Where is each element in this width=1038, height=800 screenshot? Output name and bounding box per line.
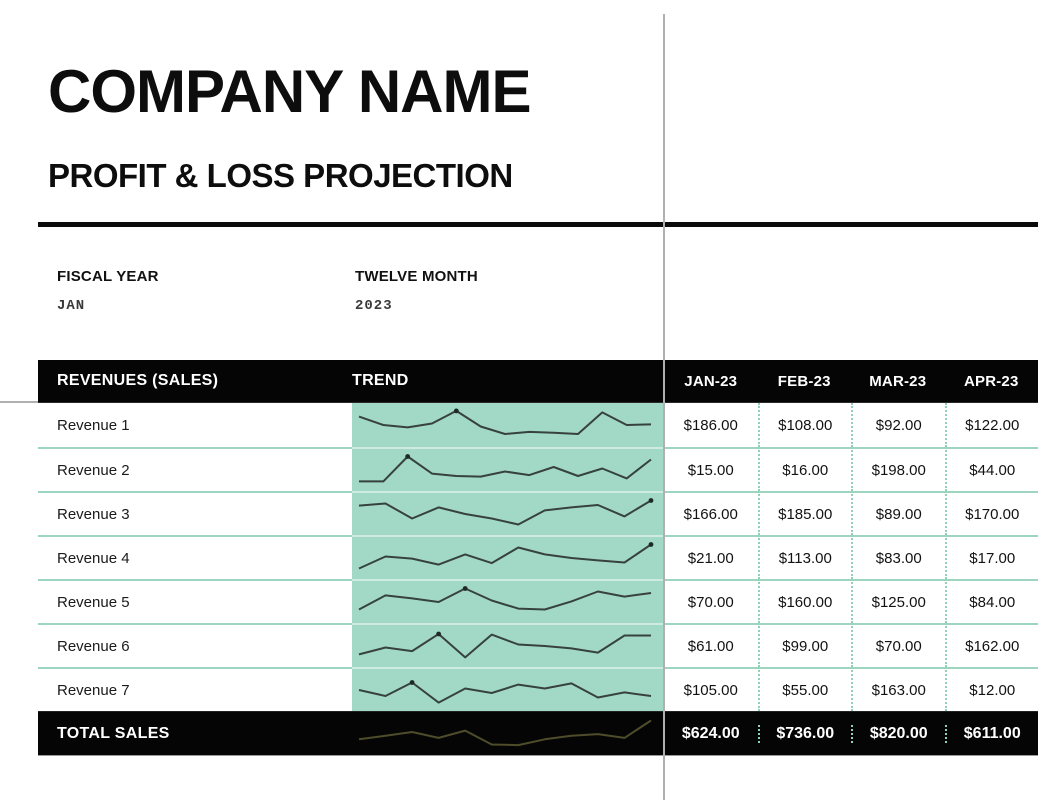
total-sales-label-cell[interactable]: TOTAL SALES <box>57 724 170 742</box>
profit-loss-table <box>38 360 1038 755</box>
fiscal-year-value-cell[interactable]: JAN <box>57 298 86 314</box>
sparkline-high-marker <box>649 498 654 503</box>
trend-sparkline <box>352 537 658 579</box>
trend-sparkline <box>352 581 658 623</box>
sparkline-high-marker <box>405 454 410 459</box>
revenue-label-cell[interactable]: Revenue 1 <box>57 416 130 434</box>
trend-sparkline <box>352 625 658 667</box>
sparkline-high-marker <box>463 586 468 591</box>
company-name-cell[interactable]: COMPANY NAME <box>48 58 531 125</box>
trend-cell[interactable] <box>352 579 664 623</box>
trend-cell[interactable] <box>352 491 664 535</box>
revenue-row <box>38 667 1038 711</box>
total-value-cell[interactable]: $611.00 <box>945 725 1038 743</box>
title-divider <box>38 222 1038 227</box>
value-cell[interactable]: $15.00 <box>664 447 758 491</box>
value-cell[interactable]: $166.00 <box>664 491 758 535</box>
total-value-cell[interactable]: $736.00 <box>758 725 852 743</box>
revenue-label-cell[interactable]: Revenue 2 <box>38 447 352 491</box>
month-header-cell[interactable]: MAR-23 <box>869 372 927 390</box>
trend-sparkline <box>352 713 658 754</box>
revenue-label-cell[interactable]: Revenue 6 <box>38 623 352 667</box>
value-cell[interactable]: $113.00 <box>758 535 852 579</box>
month-header-cell[interactable]: JAN-23 <box>684 372 738 390</box>
value-cell[interactable]: $108.00 <box>758 403 852 447</box>
trend-sparkline <box>352 669 658 711</box>
value-cell[interactable]: $163.00 <box>851 667 945 711</box>
revenue-row <box>38 579 1038 623</box>
revenues-header-cell[interactable]: REVENUES (SALES) <box>57 372 219 389</box>
value-cell[interactable]: $17.00 <box>945 535 1038 579</box>
month-header-cell[interactable]: FEB-23 <box>777 372 831 390</box>
trend-cell[interactable] <box>352 623 664 667</box>
value-cell[interactable]: $16.00 <box>758 447 852 491</box>
value-cell[interactable]: $185.00 <box>758 491 852 535</box>
value-cell[interactable]: $70.00 <box>851 623 945 667</box>
total-trend-cell[interactable] <box>352 713 664 754</box>
revenue-row <box>38 623 1038 667</box>
trend-cell[interactable] <box>352 447 664 491</box>
value-cell[interactable]: $122.00 <box>945 403 1038 447</box>
value-cell[interactable]: $170.00 <box>945 491 1038 535</box>
trend-sparkline <box>352 493 658 535</box>
total-sales-row <box>38 711 1038 755</box>
revenue-row <box>38 491 1038 535</box>
value-cell[interactable]: $84.00 <box>945 579 1038 623</box>
value-cell[interactable]: $83.00 <box>851 535 945 579</box>
period-value-cell[interactable]: 2023 <box>355 298 393 314</box>
period-label: TWELVE MONTH <box>355 268 478 285</box>
value-cell[interactable]: $160.00 <box>758 579 852 623</box>
sparkline-high-marker <box>649 542 654 547</box>
revenue-label-cell[interactable]: Revenue 7 <box>38 667 352 711</box>
report-title-cell[interactable]: PROFIT & LOSS PROJECTION <box>48 157 513 194</box>
page-break-horizontal-line <box>0 401 38 403</box>
value-cell[interactable]: $12.00 <box>945 667 1038 711</box>
trend-sparkline <box>352 404 658 446</box>
revenue-label-cell[interactable]: Revenue 4 <box>38 535 352 579</box>
value-cell[interactable]: $186.00 <box>683 416 738 434</box>
page-break-vertical-line <box>663 14 665 800</box>
value-cell[interactable]: $105.00 <box>664 667 758 711</box>
sparkline-high-marker <box>454 409 459 414</box>
sparkline-high-marker <box>410 680 415 685</box>
value-cell[interactable]: $99.00 <box>758 623 852 667</box>
revenue-rows <box>38 403 1038 711</box>
revenue-label-cell[interactable]: Revenue 3 <box>38 491 352 535</box>
trend-cell[interactable] <box>352 667 664 711</box>
table-header-row <box>38 360 1038 403</box>
sparkline-high-marker <box>436 632 441 637</box>
value-cell[interactable]: $21.00 <box>664 535 758 579</box>
value-cell[interactable]: $125.00 <box>851 579 945 623</box>
trend-cell[interactable] <box>352 535 664 579</box>
value-cell[interactable]: $55.00 <box>758 667 852 711</box>
revenue-row <box>38 535 1038 579</box>
fiscal-year-label: FISCAL YEAR <box>57 268 159 285</box>
value-cell[interactable]: $89.00 <box>851 491 945 535</box>
total-value-cell[interactable]: $820.00 <box>851 725 945 743</box>
value-cell[interactable]: $92.00 <box>851 403 945 447</box>
total-value-cell[interactable]: $624.00 <box>681 724 740 742</box>
month-header-cell[interactable]: APR-23 <box>963 372 1019 390</box>
revenue-row <box>38 447 1038 491</box>
revenue-row <box>38 403 1038 447</box>
trend-header-cell[interactable]: TREND <box>352 372 409 389</box>
value-cell[interactable]: $162.00 <box>945 623 1038 667</box>
revenue-label-cell[interactable]: Revenue 5 <box>38 579 352 623</box>
value-cell[interactable]: $61.00 <box>664 623 758 667</box>
value-cell[interactable]: $70.00 <box>664 579 758 623</box>
value-cell[interactable]: $44.00 <box>945 447 1038 491</box>
trend-cell[interactable] <box>352 403 664 447</box>
value-cell[interactable]: $198.00 <box>851 447 945 491</box>
trend-sparkline <box>352 449 658 491</box>
